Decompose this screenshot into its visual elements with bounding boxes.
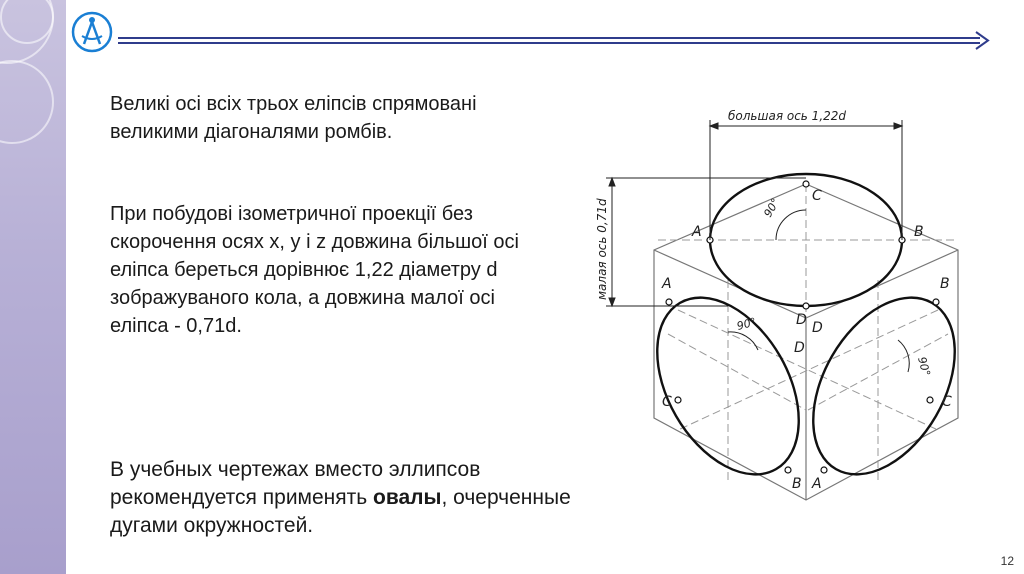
paragraph-axes-direction: Великі осі всіх трьох еліпсів спрямовані великими діагоналями ромбів. [110,93,477,143]
label-c: C [662,394,672,410]
label-a: A [662,276,672,292]
label-c: C [942,394,952,410]
major-axis-label: большая ось 1,22d [728,109,847,123]
label-d: D [796,312,807,328]
paragraph-ovals-recommendation [110,456,580,540]
ovals-emphasis: овалы [373,486,442,509]
angle-label-right: 90° [915,355,933,378]
compass-logo-icon [70,10,114,54]
decorative-side-band [0,0,66,574]
label-c: C [812,188,822,204]
angle-label-left: 90° [735,315,758,333]
label-d: D [794,340,805,356]
label-b: B [940,276,950,292]
isometric-ellipses-drawing [578,100,978,540]
ellipses [628,174,978,499]
decorative-ring [0,60,54,144]
label-b: B [914,224,924,240]
label-a: A [812,476,822,492]
paragraph-ovals-start: В учебных чертежах вместо эллипсов рекомендуется применять [110,458,481,509]
angle-marks [728,210,909,372]
label-a: A [692,224,702,240]
angle-label-top: 90° [761,196,783,220]
label-b: B [792,476,802,492]
minor-axis-label: малая ось 0,71d [595,198,609,300]
label-d: D [812,320,823,336]
paragraph-ovals-end: , очерченные дугами окружностей. [110,486,571,537]
header-arrow-line [118,30,992,54]
page-number: 12 [1000,554,1014,568]
paragraph-isometric-dimensions: При побудові ізометричної проекції без скорочення осях x, y і z довжина більшої осі еліпса береться дорівнює 1,22 діаметру d зображуваного кола, а довжина малої осі еліпса - 0,71d. [110,203,519,337]
